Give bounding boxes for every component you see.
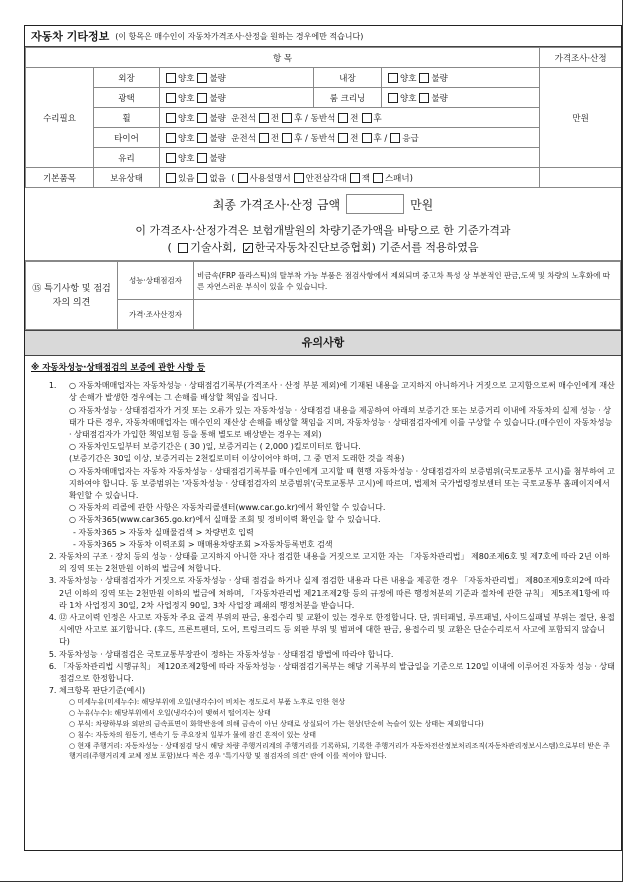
notice-item-6: 6. 「자동차관리법 시행규칙」 제120조제2항에 따라 자동차성능 · 상태점검기록부는 해당 기록부의 발급일을 기준으로 120일 이내에 이루어진 자동차 성능 · 상태점검으로 한정합니다.: [59, 661, 615, 685]
final-price-input[interactable]: [346, 194, 404, 214]
wheel-driver-front-checkbox[interactable]: [259, 113, 269, 123]
tire-driver-rear-checkbox[interactable]: [282, 133, 292, 143]
gloss-bad-checkbox[interactable]: [197, 93, 207, 103]
notice-body: [25, 356, 621, 762]
glass-bad-checkbox[interactable]: [197, 153, 207, 163]
inspection-table: 항 목 가격조사·산정 수리필요 외장 양호 불량 내장 양호 불량 만원 광택 양호 불량 룸 크리닝 양호 불량 휠 양호 불량 운전석 전 후 / 동반석 전 후 타이어 양호 불량 운전석 전 후 / 동반석 전 후 / 응급 유리 양호 불량 기본품목 보유상태 있음 없음 ( 사용설명서 안전삼각대 잭 스패너): [25, 47, 622, 188]
gloss-good-checkbox[interactable]: [166, 93, 176, 103]
tire-bad-checkbox[interactable]: [197, 133, 207, 143]
notice-item-2: 2. 자동차의 구조 · 장치 등의 성능 · 상태를 고지하지 아니한 자나 점검한 내용을 거짓으로 고지한 자는 「자동차관리법」 제80조제6호 및 제7호에 따라 2년 이하의 징역 또는 2천만원 이하의 벌금에 처합니다.: [59, 551, 615, 575]
notice-item-3: 3. 자동차성능 · 상태점검자가 거짓으로 자동차성능 · 상태 점검을 하거나 실제 점검한 내용과 다른 내용을 제공한 경우 「자동차관리법」 제80조제9호의2에 따라 2년 이하의 징역 또는 2천만원 이하의 벌금에 처하며, 「자동차관리법 제21조제2항 등의 규정에 따른 행정처분의 기준과 절차에 관한 규칙」 제5조제1항에 따라 1차 사업정지 30일, 2차 사업정지 90일, 3차 사업장 폐쇄의 행정처분을 받습니다.: [59, 575, 615, 612]
col-price-header: 가격조사·산정: [540, 48, 622, 68]
notice-title: 유의사항: [25, 330, 621, 356]
section-note: (이 항목은 매수인이 자동차가격조사·산정을 원하는 경우에만 적습니다): [115, 31, 364, 41]
wheel-passenger-front-checkbox[interactable]: [338, 113, 348, 123]
interior-bad-checkbox[interactable]: [419, 73, 429, 83]
row-room-cleaning: 룸 크리닝: [314, 88, 382, 108]
glass-good-checkbox[interactable]: [166, 153, 176, 163]
notice-item-5: 5. 자동차성능 · 상태점검은 국토교통부장관이 정하는 자동차성능 · 상태점검 방법에 따라야 합니다.: [59, 649, 615, 661]
room-good-checkbox[interactable]: [388, 93, 398, 103]
remarks-label: ⑮ 특기사항 및 점검자의 의견: [26, 262, 118, 330]
triangle-checkbox[interactable]: [294, 173, 304, 183]
repair-label: 수리필요: [26, 68, 94, 168]
wheel-passenger-rear-checkbox[interactable]: [362, 113, 372, 123]
wheel-good-checkbox[interactable]: [166, 113, 176, 123]
tire-passenger-front-checkbox[interactable]: [338, 133, 348, 143]
remarks-table: [25, 261, 621, 330]
spanner-checkbox[interactable]: [373, 173, 383, 183]
basis-opt1-checkbox[interactable]: [178, 243, 188, 253]
possession-label: 보유상태: [94, 168, 160, 188]
notice-item-4: 4. ⑫ 사고이력 인정은 사고로 자동차 주요 골격 부위의 판금, 용접수리 및 교환이 있는 경우로 한정합니다. 단, 쿼터패널, 루프패널, 사이드실패널 부위는 절단, 용접 시에만 사고로 표기합니다. (후드, 프론트펜더, 도어, 트렁크리드 등 외판 부위 및 범퍼에 대한 판금, 용접수리 및 교환은 단순수리로서 사고에 포함되지 않습니다): [59, 612, 615, 649]
none-checkbox[interactable]: [197, 173, 207, 183]
wheel-driver-rear-checkbox[interactable]: [282, 113, 292, 123]
notice-item-7: 7. 체크항목 판단기준(예시) ○ 미세누유(미세누수): 해당부위에 오일(냉각수)이 비치는 정도로서 부품 노후로 인한 현상 ○ 누유(누수): 해당부위에서 오일(냉각수)이 맺혀서 떨어지는 상태 ○ 부식: 차량하부와 외판의 금속표면이 화학반응에 의해 금속이 아닌 상태로 상실되어 가는 현상(단순히 녹슬어 있는 상태는 제외합니다) ○ 침수: 자동차의 원동기, 변속기 등 주요장치 일부가 물에 잠긴 흔적이 있는 상태 ○ 현재 주행거리: 자동차성능 · 상태점검 당시 해당 차량 주행거리계의 주행거리를 기록하되, 기록한 주행거리가 자동차전산정보처리조직(자동차관리정보시스템)으로부터 받은 주행거리(주행거리계 교체 정보 포함)보다 적은 경우 '특기사항 및 점검자의 의견' 란에 이를 적어야 합니다.: [59, 685, 615, 762]
final-price-label: 최종 가격조사·산정 금액: [212, 197, 341, 212]
row-exterior: 외장: [94, 68, 160, 88]
basis-tail: ) 기준서를 적용하였음: [371, 241, 479, 254]
section-header: [25, 26, 621, 47]
section-title: 자동차 기타정보: [31, 30, 110, 43]
basis-opt1: 기술사회: [190, 241, 233, 254]
price-unit: 만원: [540, 68, 622, 168]
final-price-unit: 만원: [410, 197, 434, 212]
col-item-header: 항 목: [26, 48, 540, 68]
basic-label: 기본품목: [26, 168, 94, 188]
have-checkbox[interactable]: [166, 173, 176, 183]
notice-section-title: ※ 자동차성능·상태점검의 보증에 관한 사항 등: [31, 363, 206, 373]
wheel-bad-checkbox[interactable]: [197, 113, 207, 123]
price-inspector-text: [194, 300, 621, 330]
perf-inspector-text: 비금속(FRP 플라스틱)의 탈부착 가능 부품은 점검사항에서 제외되며 중고차 특성 상 부분적인 판금,도색 및 차량의 노후화에 따른 자연스러운 부식이 있을 수 있습니다.: [194, 262, 621, 300]
basis-opt2-checkbox[interactable]: [243, 243, 253, 253]
row-glass: 유리: [94, 148, 160, 168]
room-bad-checkbox[interactable]: [419, 93, 429, 103]
tire-emergency-checkbox[interactable]: [390, 133, 400, 143]
basis-statement: 이 가격조사·산정가격은 보험개발원의 차량기준가액을 바탕으로 한 기준가격과 ( 기술사회, ✓한국자동차진단보증협회) 기준서를 적용하였음: [25, 220, 621, 261]
tire-passenger-rear-checkbox[interactable]: [362, 133, 372, 143]
exterior-bad-checkbox[interactable]: [197, 73, 207, 83]
manual-checkbox[interactable]: [238, 173, 248, 183]
form-page: [24, 25, 622, 851]
tire-driver-front-checkbox[interactable]: [259, 133, 269, 143]
row-interior: 내장: [314, 68, 382, 88]
basis-line1: 이 가격조사·산정가격은 보험개발원의 차량기준가액을 바탕으로 한 기준가격과: [135, 224, 511, 237]
notice-item-1: ○ 1. 자동차매매업자는 자동차성능 · 상태점검기록부(가격조사 · 산정 부분 제외)에 기재된 내용을 고지하지 아니하거나 거짓으로 고지함으로써 매수인에게 재산상 손해가 발생한 경우에는 그 손해를 배상할 책임을 집니다. ○ 자동차성능 · 상태점검자가 거짓 또는 오류가 있는 자동차성능 · 상태점검 내용을 제공하여 아래의 보증기간 또는 보증거리 이내에 자동차의 실제 성능 · 상태가 다른 경우, 자동차매매업자는 매수인의 재산상 손해를 배상할 책임을 지며, 자동차성능 · 상태점검자에게 이를 구상할 수 있습니다.(매수인이 자동차성능 · 상태점검자가 가입한 책임보험 등을 통해 별도로 배상받는 경우는 제외) ○ 자동차인도일부터 보증기간은 ( 30 )일, 보증거리는 ( 2,000 )킬로미터로 합니다. (보증기간은 30일 이상, 보증거리는 2천킬로미터 이상이어야 하며, 그 중 먼저 도래한 것을 적용) ○ 자동차매매업자는 자동차 자동차성능 · 상태점검기록부를 매수인에게 고지할 때 현행 자동차성능 · 상태점검자의 보증범위(국토교통부 고시)를 첨부하여 고지하여야 합니다. 동 보증범위는 '자동차성능 · 상태점검자의 보증범위'(국토교통부 고시)에 따르며, 법제처 국가법령정보센터 또는 국토교통부 홈페이지에서 확인할 수 있습니다. ○ 자동차의 리콜에 관한 사항은 자동차리콜센터(www.car.go.kr)에서 확인할 수 있습니다. ○ 자동차365(www.car365.go.kr)에서 실매물 조회 및 정비이력 확인을 할 수 있습니다. - 자동차365 > 자동차 실매물검색 > 차량번호 입력 - 자동차365 > 자동차 이력조회 > 매매용차량조회 >자동차등록번호 검색: [59, 380, 615, 551]
basic-price-cell: [540, 168, 622, 188]
jack-checkbox[interactable]: [350, 173, 360, 183]
row-tire: 타이어: [94, 128, 160, 148]
basis-opt2: 한국자동차진단보증협회: [254, 241, 372, 254]
row-wheel: 휠: [94, 108, 160, 128]
interior-good-checkbox[interactable]: [388, 73, 398, 83]
final-price-row: [25, 188, 621, 220]
price-inspector-label: 가격·조사산정자: [118, 300, 194, 330]
notice-list: [31, 380, 615, 762]
row-gloss: 광택: [94, 88, 160, 108]
perf-inspector-label: 성능·상태점검자: [118, 262, 194, 300]
exterior-good-checkbox[interactable]: [166, 73, 176, 83]
tire-good-checkbox[interactable]: [166, 133, 176, 143]
